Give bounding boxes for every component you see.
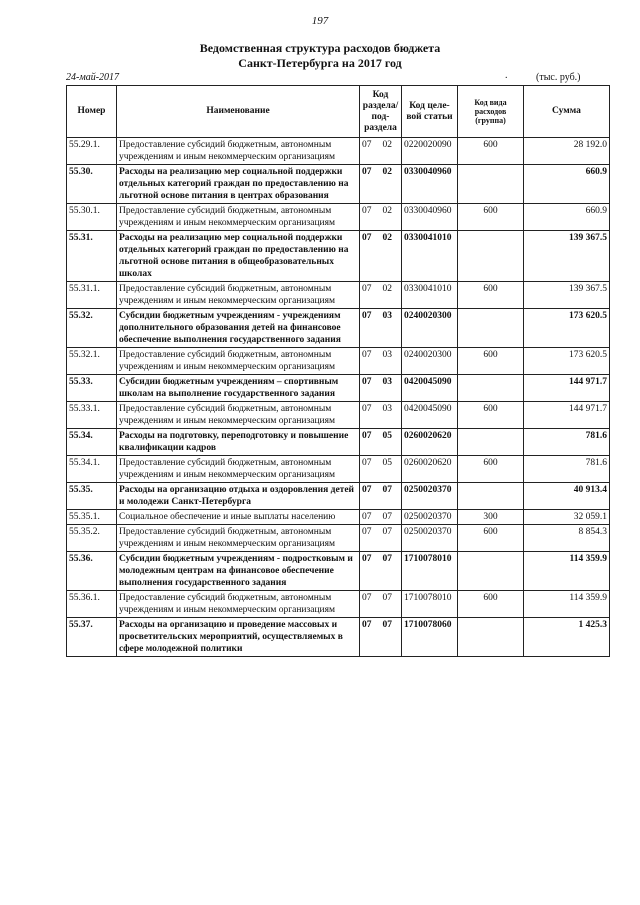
row-expense-type xyxy=(458,165,524,204)
row-expense-type xyxy=(458,231,524,282)
row-target-code: 0260020620 xyxy=(402,429,458,456)
table-row xyxy=(67,510,610,525)
row-sum: 8 854.3 xyxy=(524,525,610,552)
row-expense-type: 600 xyxy=(458,204,524,231)
subsection-code: 07 xyxy=(382,485,392,495)
row-number: 55.37. xyxy=(67,618,117,657)
row-name: Предоставление субсидий бюджетным, автономным учреждениям и иным некоммерческим организациям xyxy=(117,204,360,231)
row-target-code: 0240020300 xyxy=(402,309,458,348)
row-sum: 660.9 xyxy=(524,165,610,204)
section-code: 07 xyxy=(362,431,372,441)
table-row xyxy=(67,165,610,204)
row-name: Предоставление субсидий бюджетным, автономным учреждениям и иным некоммерческим организациям xyxy=(117,138,360,165)
section-code: 07 xyxy=(362,458,372,468)
stray-mark: . xyxy=(505,70,508,81)
row-name: Расходы на реализацию мер социальной поддержки отдельных категорий граждан по предоставлению на льготной основе питания в общеобразовательных школах xyxy=(117,231,360,282)
subsection-code: 07 xyxy=(382,593,392,603)
row-number: 55.30. xyxy=(67,165,117,204)
row-name: Предоставление субсидий бюджетным, автономным учреждениям и иным некоммерческим организациям xyxy=(117,456,360,483)
row-target-code: 0220020090 xyxy=(402,138,458,165)
document-title: Ведомственная структура расходов бюджета xyxy=(199,41,441,55)
row-expense-type xyxy=(458,309,524,348)
section-code: 07 xyxy=(362,140,372,150)
row-section-code xyxy=(360,231,402,282)
row-number: 55.36. xyxy=(67,552,117,591)
subsection-code: 03 xyxy=(382,350,392,360)
section-code: 07 xyxy=(362,527,372,537)
row-number: 55.34.1. xyxy=(67,456,117,483)
row-section-code xyxy=(360,375,402,402)
row-name: Предоставление субсидий бюджетным, автономным учреждениям и иным некоммерческим организациям xyxy=(117,402,360,429)
row-sum: 144 971.7 xyxy=(524,402,610,429)
row-expense-type: 600 xyxy=(458,525,524,552)
section-code: 07 xyxy=(362,512,372,522)
row-section-code xyxy=(360,348,402,375)
row-target-code: 0330041010 xyxy=(402,282,458,309)
row-target-code: 0420045090 xyxy=(402,375,458,402)
row-number: 55.33. xyxy=(67,375,117,402)
row-section-code xyxy=(360,591,402,618)
row-expense-type xyxy=(458,483,524,510)
row-sum: 173 620.5 xyxy=(524,309,610,348)
section-code: 07 xyxy=(362,233,372,243)
row-name: Предоставление субсидий бюджетным, автономным учреждениям и иным некоммерческим организациям xyxy=(117,348,360,375)
row-expense-type: 300 xyxy=(458,510,524,525)
page-number: 197 xyxy=(311,15,329,27)
row-expense-type xyxy=(458,375,524,402)
row-name: Расходы на реализацию мер социальной поддержки отдельных категорий граждан по предоставлению на льготной основе питания в центрах образования xyxy=(117,165,360,204)
row-name: Предоставление субсидий бюджетным, автономным учреждениям и иным некоммерческим организациям xyxy=(117,591,360,618)
row-expense-type: 600 xyxy=(458,456,524,483)
row-section-code xyxy=(360,552,402,591)
row-section-code xyxy=(360,483,402,510)
subsection-code: 02 xyxy=(382,233,392,243)
table-row xyxy=(67,456,610,483)
section-code: 07 xyxy=(362,311,372,321)
column-header-type: Код вида расходов (группа) xyxy=(458,86,524,138)
row-number: 55.35. xyxy=(67,483,117,510)
subsection-code: 03 xyxy=(382,377,392,387)
row-name: Предоставление субсидий бюджетным, автономным учреждениям и иным некоммерческим организациям xyxy=(117,525,360,552)
budget-table xyxy=(66,85,610,657)
table-row xyxy=(67,231,610,282)
row-section-code xyxy=(360,165,402,204)
row-target-code: 0260020620 xyxy=(402,456,458,483)
section-code: 07 xyxy=(362,206,372,216)
row-sum: 114 359.9 xyxy=(524,591,610,618)
row-target-code: 0330041010 xyxy=(402,231,458,282)
document-subtitle: Санкт-Петербурга на 2017 год xyxy=(238,56,402,70)
section-code: 07 xyxy=(362,404,372,414)
subsection-code: 07 xyxy=(382,620,392,630)
table-row xyxy=(67,282,610,309)
table-row xyxy=(67,591,610,618)
row-expense-type xyxy=(458,618,524,657)
section-code: 07 xyxy=(362,554,372,564)
section-code: 07 xyxy=(362,377,372,387)
row-sum: 173 620.5 xyxy=(524,348,610,375)
row-target-code: 0330040960 xyxy=(402,165,458,204)
row-sum: 144 971.7 xyxy=(524,375,610,402)
subsection-code: 02 xyxy=(382,140,392,150)
row-name: Предоставление субсидий бюджетным, автономным учреждениям и иным некоммерческим организациям xyxy=(117,282,360,309)
row-section-code xyxy=(360,282,402,309)
subsection-code: 03 xyxy=(382,311,392,321)
subsection-code: 02 xyxy=(382,284,392,294)
row-target-code: 0250020370 xyxy=(402,510,458,525)
row-name: Расходы на подготовку, переподготовку и повышение квалификации кадров xyxy=(117,429,360,456)
section-code: 07 xyxy=(362,593,372,603)
row-sum: 1 425.3 xyxy=(524,618,610,657)
row-section-code xyxy=(360,525,402,552)
subsection-code: 05 xyxy=(382,458,392,468)
row-name: Расходы на организацию отдыха и оздоровления детей и молодежи Санкт-Петербурга xyxy=(117,483,360,510)
row-number: 55.35.1. xyxy=(67,510,117,525)
row-sum: 781.6 xyxy=(524,456,610,483)
section-code: 07 xyxy=(362,284,372,294)
row-name: Субсидии бюджетным учреждениям - учреждениям дополнительного образования детей на финансовое обеспечение выполнения государственного задания xyxy=(117,309,360,348)
units-label: (тыс. руб.) xyxy=(536,72,581,83)
table-row xyxy=(67,618,610,657)
table-row xyxy=(67,348,610,375)
row-sum: 114 359.9 xyxy=(524,552,610,591)
row-target-code: 0420045090 xyxy=(402,402,458,429)
table-row xyxy=(67,483,610,510)
table-body xyxy=(67,138,610,657)
row-name: Субсидии бюджетным учреждениям - подростковым и молодежным центрам на финансовое обеспечение выполнения государственного задания xyxy=(117,552,360,591)
row-name: Расходы на организацию и проведение массовых и просветительских мероприятий, осуществляемых в сфере молодежной политики xyxy=(117,618,360,657)
table-row xyxy=(67,138,610,165)
subsection-code: 07 xyxy=(382,554,392,564)
row-number: 55.33.1. xyxy=(67,402,117,429)
table-row xyxy=(67,204,610,231)
row-number: 55.30.1. xyxy=(67,204,117,231)
row-section-code xyxy=(360,138,402,165)
section-code: 07 xyxy=(362,485,372,495)
row-name: Социальное обеспечение и иные выплаты населению xyxy=(117,510,360,525)
row-expense-type: 600 xyxy=(458,591,524,618)
subsection-code: 05 xyxy=(382,431,392,441)
row-section-code xyxy=(360,456,402,483)
row-section-code xyxy=(360,510,402,525)
row-expense-type xyxy=(458,429,524,456)
row-number: 55.31.1. xyxy=(67,282,117,309)
column-header-target: Код целе- вой статьи xyxy=(402,86,458,138)
row-sum: 781.6 xyxy=(524,429,610,456)
row-sum: 40 913.4 xyxy=(524,483,610,510)
row-target-code: 1710078010 xyxy=(402,552,458,591)
table-row xyxy=(67,429,610,456)
row-name: Субсидии бюджетным учреждениям – спортивным школам на выполнение государственного задания xyxy=(117,375,360,402)
subsection-code: 02 xyxy=(382,206,392,216)
row-expense-type: 600 xyxy=(458,402,524,429)
row-sum: 32 059.1 xyxy=(524,510,610,525)
row-target-code: 1710078060 xyxy=(402,618,458,657)
row-section-code xyxy=(360,429,402,456)
row-number: 55.36.1. xyxy=(67,591,117,618)
row-sum: 28 192.0 xyxy=(524,138,610,165)
row-section-code xyxy=(360,618,402,657)
table-row xyxy=(67,375,610,402)
column-header-section: Код раздела/ под- раздела xyxy=(360,86,402,138)
section-code: 07 xyxy=(362,620,372,630)
table-row xyxy=(67,552,610,591)
row-target-code: 0250020370 xyxy=(402,525,458,552)
subsection-code: 07 xyxy=(382,512,392,522)
table-row xyxy=(67,402,610,429)
row-target-code: 1710078010 xyxy=(402,591,458,618)
subsection-code: 02 xyxy=(382,167,392,177)
section-code: 07 xyxy=(362,350,372,360)
row-number: 55.34. xyxy=(67,429,117,456)
table-row xyxy=(67,525,610,552)
row-number: 55.31. xyxy=(67,231,117,282)
document-date: 24-май-2017 xyxy=(66,72,120,83)
subsection-code: 07 xyxy=(382,527,392,537)
row-sum: 139 367.5 xyxy=(524,282,610,309)
row-number: 55.32. xyxy=(67,309,117,348)
row-expense-type xyxy=(458,552,524,591)
column-header-sum: Сумма xyxy=(524,86,610,138)
row-expense-type: 600 xyxy=(458,138,524,165)
section-code: 07 xyxy=(362,167,372,177)
column-header-name: Наименование xyxy=(117,86,360,138)
row-sum: 139 367.5 xyxy=(524,231,610,282)
row-section-code xyxy=(360,309,402,348)
row-sum: 660.9 xyxy=(524,204,610,231)
row-target-code: 0330040960 xyxy=(402,204,458,231)
row-number: 55.29.1. xyxy=(67,138,117,165)
row-expense-type: 600 xyxy=(458,282,524,309)
subsection-code: 03 xyxy=(382,404,392,414)
row-number: 55.35.2. xyxy=(67,525,117,552)
table-row xyxy=(67,309,610,348)
table-header-row xyxy=(67,86,610,138)
row-expense-type: 600 xyxy=(458,348,524,375)
row-section-code xyxy=(360,402,402,429)
column-header-number: Номер xyxy=(67,86,117,138)
row-target-code: 0240020300 xyxy=(402,348,458,375)
row-target-code: 0250020370 xyxy=(402,483,458,510)
row-number: 55.32.1. xyxy=(67,348,117,375)
row-section-code xyxy=(360,204,402,231)
